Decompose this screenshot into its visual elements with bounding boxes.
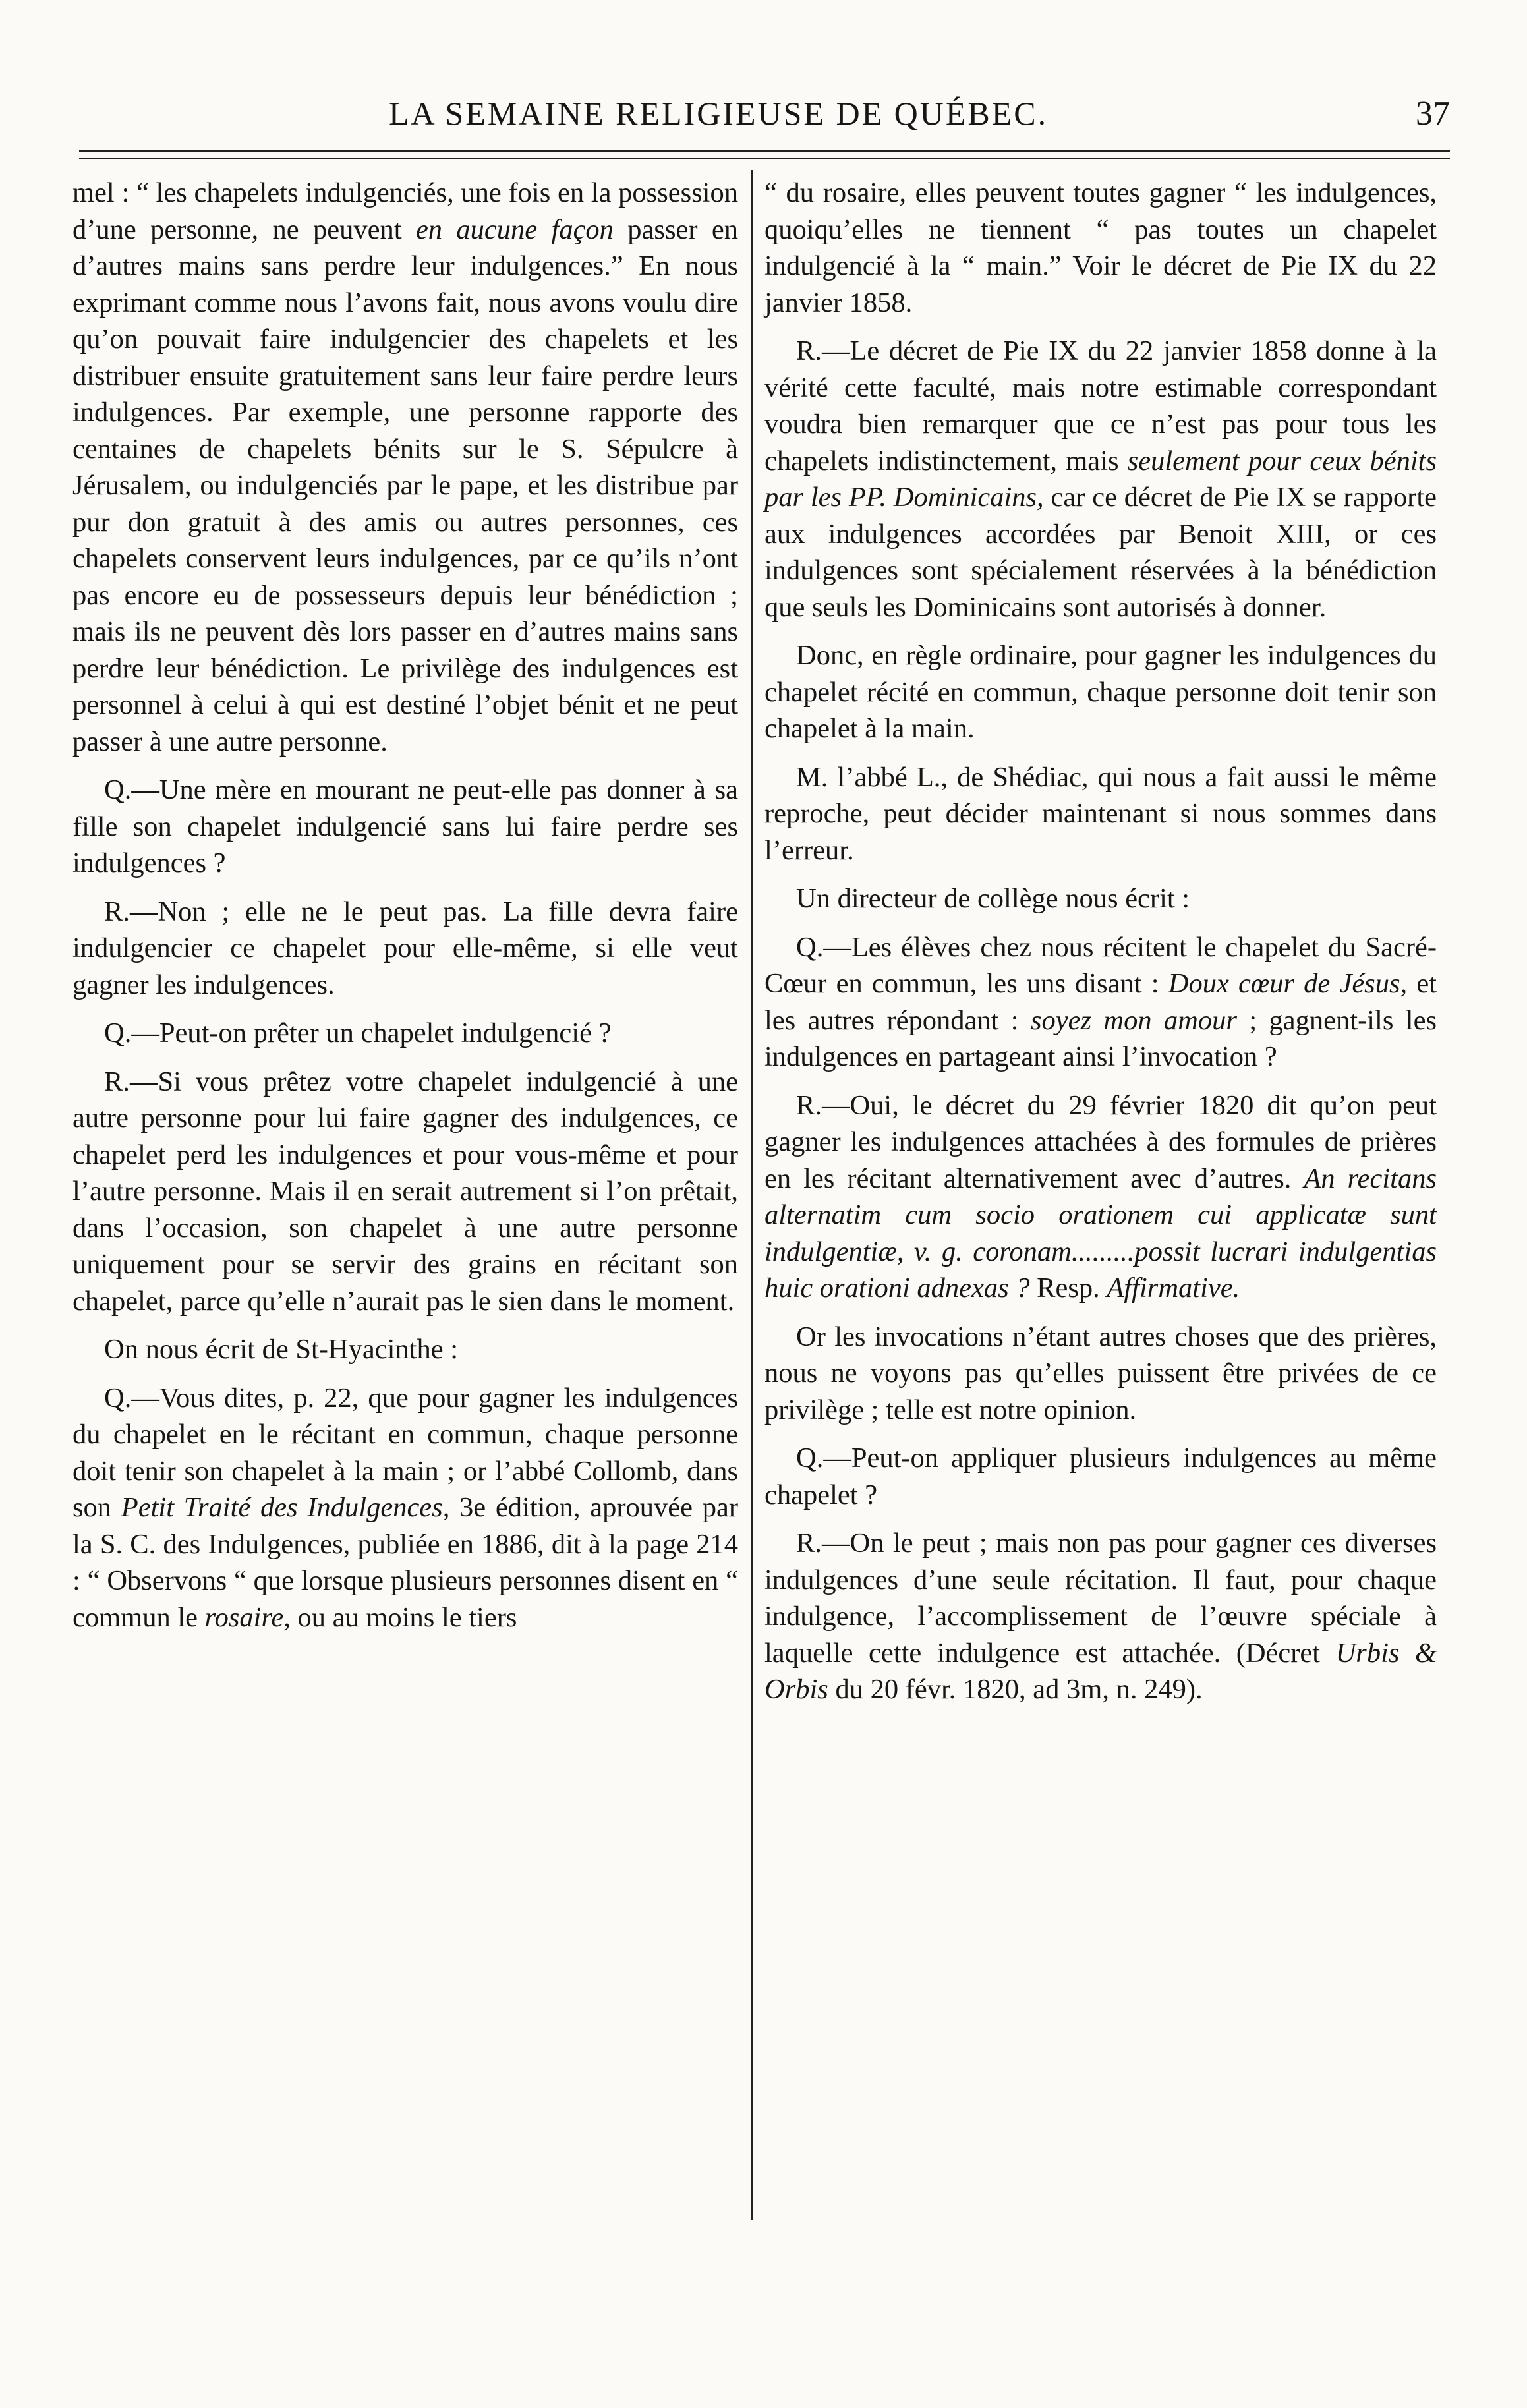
text: ; gagnent-ils les indulgences en partageant ainsi l’invocation ? bbox=[764, 1004, 1437, 1072]
text: 3e édition, aprouvée par la S. C. des Indulgences, publiée en 1886, dit à la page 214 : “ Observons “ que lorsque plusieurs personnes disent en “ commun le bbox=[72, 1492, 738, 1633]
italic-text: rosaire, bbox=[204, 1601, 291, 1633]
text: et les autres répondant : bbox=[764, 968, 1437, 1036]
text: Un directeur de collège nous écrit : bbox=[796, 883, 1190, 914]
italic-text: en aucune façon bbox=[415, 214, 614, 245]
paragraph bbox=[72, 1064, 738, 1320]
italic-text: Affirmative. bbox=[1107, 1273, 1240, 1304]
italic-text: seulement pour ceux bénits par les PP. Dominicains, bbox=[764, 445, 1437, 513]
text: du 20 févr. 1820, ad 3m, n. 249). bbox=[828, 1674, 1203, 1705]
paragraph bbox=[764, 1525, 1437, 1708]
text: M. l’abbé L., de Shédiac, qui nous a fait aussi le même reproche, peut décider maintenant si nous sommes dans l’erreur. bbox=[764, 761, 1437, 866]
paragraph bbox=[72, 894, 738, 1004]
text: “ du rosaire, elles peuvent toutes gagner “ les indulgences, quoiqu’elles ne tiennent “ pas toutes un chapelet indulgencié à la “ main.” Voir le décret de Pie IX du 22 janvier 1858. bbox=[764, 177, 1437, 318]
paragraph bbox=[764, 175, 1437, 321]
text: R.—Le décret de Pie IX du 22 janvier 1858 donne à la vérité cette faculté, mais notre estimable correspondant voudra bien remarquer que ce n’est pas pour tous les chapelets indistinctement, mais bbox=[764, 335, 1437, 476]
text: car ce décret de Pie IX se rapporte aux indulgences accordées par Benoit XIII, or ces indulgences sont spécialement réservées à la bénédiction que seuls les Dominicains sont autorisés à donner. bbox=[764, 482, 1437, 623]
italic-text: An recitans alternatim cum socio orationem cui applicatæ sunt indulgentiæ, v. g. coronam.........possit lucrari indulgentias huic orationi adnexas ? bbox=[764, 1162, 1437, 1304]
text: ou au moins le tiers bbox=[290, 1601, 517, 1633]
paragraph bbox=[764, 1087, 1437, 1307]
text: R.—Oui, le décret du 29 février 1820 dit qu’on peut gagner les indulgences attachées à des formules de prières en les récitant alternativement avec d’autres. bbox=[764, 1089, 1437, 1194]
text: R.—Si vous prêtez votre chapelet indulgencié à une autre personne pour lui faire gagner des indulgences, ce chapelet perd les indulgences et pour vous-même et pour l’autre personne. Mais il en serait autrement si l’on prêtait, dans l’occasion, son chapelet à une autre personne uniquement pour se servir des grains en récitant son chapelet, parce qu’elle n’aurait pas le sien dans le moment. bbox=[72, 1066, 738, 1317]
text: passer en d’autres mains sans perdre leur indulgences.” En nous exprimant comme nous l’avons fait, nous avons voulu dire qu’on pouvait faire indulgencier des chapelets et les distribuer ensuite gratuitement sans leur faire perdre leurs indulgences. Par exemple, une personne rapporte des centaines de chapelets bénits sur le S. Sépulcre à Jérusalem, ou indulgenciés par le pape, et les distribue par pur don gratuit à des amis ou autres personnes, ces chapelets conservent leurs indulgences, par ce qu’ils n’ont pas encore eu de possesseurs depuis leur bénédiction ; mais ils ne peuvent dès lors passer en d’autres mains sans perdre leur bénédiction. Le privilège des indulgences est personnel à celui à qui est destiné l’objet bénit et ne peut passer à une autre personne. bbox=[72, 214, 738, 757]
page-header bbox=[79, 82, 1450, 155]
paragraph bbox=[764, 1319, 1437, 1429]
header-rule-bottom bbox=[79, 158, 1450, 159]
paragraph bbox=[764, 637, 1437, 747]
text: R.—Non ; elle ne le peut pas. La fille devra faire indulgencier ce chapelet pour elle-même, si elle veut gagner les indulgences. bbox=[72, 896, 738, 1000]
paragraph bbox=[72, 175, 738, 760]
running-title: LA SEMAINE RELIGIEUSE DE QUÉBEC. bbox=[389, 95, 1049, 132]
italic-text: Doux cœur de Jésus, bbox=[1168, 968, 1408, 999]
italic-text: soyez mon amour bbox=[1030, 1004, 1237, 1036]
column-divider bbox=[751, 170, 753, 2220]
text: Q.—Vous dites, p. 22, que pour gagner les indulgences du chapelet en le récitant en commun, chaque personne doit tenir son chapelet à la main ; or l’abbé Collomb, dans son bbox=[72, 1382, 738, 1523]
paragraph bbox=[764, 880, 1437, 917]
paragraph bbox=[764, 929, 1437, 1075]
italic-text: Petit Traité des Indulgences, bbox=[121, 1492, 450, 1523]
left-column bbox=[72, 175, 738, 1648]
text: Q.—Une mère en mourant ne peut-elle pas donner à sa fille son chapelet indulgencié sans lui faire perdre ses indulgences ? bbox=[72, 774, 738, 878]
paragraph bbox=[72, 1380, 738, 1636]
text: Resp. bbox=[1029, 1273, 1107, 1304]
italic-text: Urbis & Orbis bbox=[764, 1637, 1437, 1705]
header-rule-top bbox=[79, 150, 1450, 152]
page-number: 37 bbox=[1416, 95, 1450, 132]
paragraph bbox=[72, 772, 738, 882]
text: On nous écrit de St-Hyacinthe : bbox=[104, 1334, 459, 1365]
text: Q.—Les élèves chez nous récitent le chapelet du Sacré-Cœur en commun, les uns disant : bbox=[764, 931, 1437, 999]
text: mel : “ les chapelets indulgenciés, une fois en la possession d’une personne, ne peuvent bbox=[72, 177, 738, 245]
text: Donc, en règle ordinaire, pour gagner les indulgences du chapelet récité en commun, chaque personne doit tenir son chapelet à la main. bbox=[764, 640, 1437, 744]
paragraph bbox=[764, 1440, 1437, 1513]
paragraph bbox=[72, 1331, 738, 1368]
right-column bbox=[764, 175, 1437, 1720]
paragraph bbox=[764, 333, 1437, 625]
text: Q.—Peut-on prêter un chapelet indulgencié ? bbox=[104, 1018, 612, 1048]
paragraph bbox=[72, 1015, 738, 1052]
text: Q.—Peut-on appliquer plusieurs indulgences au même chapelet ? bbox=[764, 1443, 1437, 1510]
text: Or les invocations n’étant autres choses que des prières, nous ne voyons pas qu’elles puissent être privées de ce privilège ; telle est notre opinion. bbox=[764, 1321, 1437, 1425]
paragraph bbox=[764, 759, 1437, 869]
text: R.—On le peut ; mais non pas pour gagner ces diverses indulgences d’une seule récitation. Il faut, pour chaque indulgence, l’accomplissement de l’œuvre spéciale à laquelle cette indulgence est attachée. (Décret bbox=[764, 1528, 1437, 1669]
